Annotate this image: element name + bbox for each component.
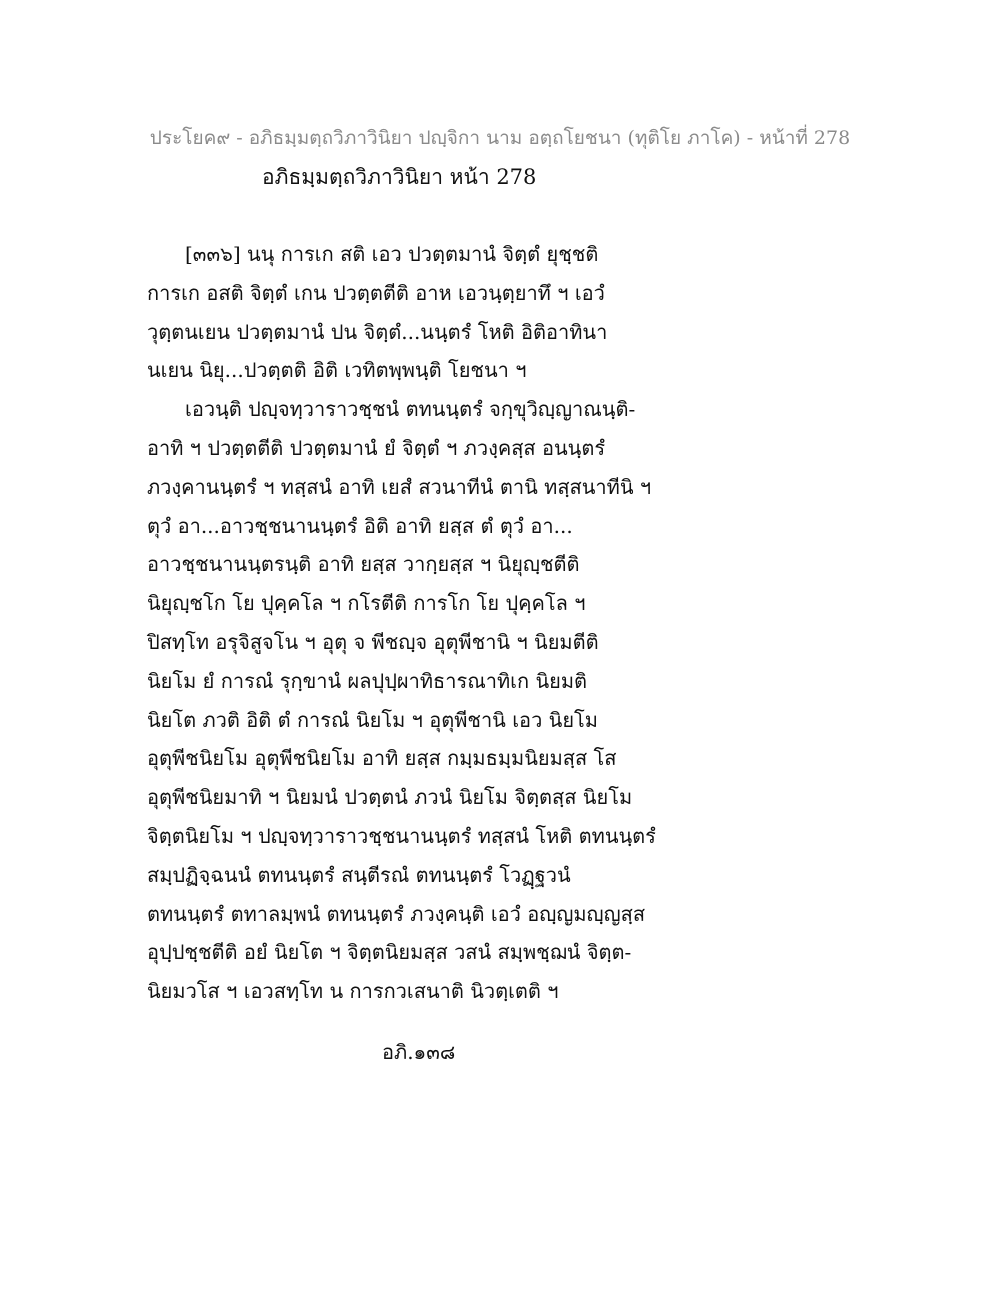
text-line: [๓๓๖] นนุ การเก สติ เอว ปวตฺตมานํ จิตฺตํ ยุชฺชติ bbox=[185, 242, 599, 266]
footer-reference: อภิ.๑๓๘ bbox=[382, 1040, 456, 1064]
body-text bbox=[147, 235, 707, 1011]
text-line: ตทนนฺตรํ ตทาลมฺพนํ ตทนนฺตรํ ภวงฺคนฺติ เอวํ อญฺญมญฺญสฺส bbox=[147, 901, 646, 926]
text-line: อุตุพีชนิยโม อุตุพีชนิยโม อาทิ ยสฺส กมฺมธมฺมนิยมสฺส โส bbox=[147, 746, 617, 771]
text-line: จิตฺตนิยโม ฯ ปญฺจทฺวาราวชฺชนานนฺตรํ ทสฺสนํ โหติ ตทนนฺตรํ bbox=[147, 823, 656, 848]
text-line: นิยโม ยํ การณํ รุกฺขานํ ผลปุปฺผาทิธารณาทิเก นิยมติ bbox=[147, 668, 588, 693]
text-line: อุตุพีชนิยมาทิ ฯ นิยมนํ ปวตฺตนํ ภวนํ นิยโม จิตฺตสฺส นิยโม bbox=[147, 785, 633, 810]
running-header: ประโยค๙ - อภิธมฺมตฺถวิภาวินิยา ปญฺจิกา นาม อตฺถโยชนา (ทุติโย ภาโค) - หน้าที่ 278 bbox=[149, 127, 851, 149]
text-line: การเก อสติ จิตฺตํ เกน ปวตฺตตีติ อาห เอวนฺตฺยาทึ ฯ เอวํ bbox=[147, 280, 605, 305]
text-line: ตุวํ อา...อาวชฺชนานนฺตรํ อิติ อาทิ ยสฺส ตํ ตุวํ อา... bbox=[147, 513, 573, 538]
text-line: นิยมวโส ฯ เอวสทฺโท น การกวเสนาติ นิวตฺเตติ ฯ bbox=[147, 979, 559, 1004]
text-line: เอวนฺติ ปญฺจทฺวาราวชฺชนํ ตทนนฺตรํ จกฺขุวิญฺญาณนฺติ- bbox=[185, 397, 636, 422]
text-line: อาวชฺชนานนฺตรนฺติ อาทิ ยสฺส วากฺยสฺส ฯ นิยุญฺชตีติ bbox=[147, 552, 580, 577]
text-line: อุปฺปชฺชตีติ อยํ นิยโต ฯ จิตฺตนิยมสฺส วสนํ สมฺพชฺฌนํ จิตฺต- bbox=[147, 940, 632, 965]
text-line: อาทิ ฯ ปวตฺตตีติ ปวตฺตมานํ ยํ จิตฺตํ ฯ ภวงฺคสฺส อนนฺตรํ bbox=[147, 435, 606, 460]
text-line: ภวงฺคานนฺตรํ ฯ ทสฺสนํ อาทิ เยสํ สวนาทีนํ ตานิ ทสฺสนาทีนิ ฯ bbox=[147, 474, 652, 499]
text-line: นเยน นิยุ...ปวตฺตติ อิติ เวทิตพฺพนฺติ โยชนา ฯ bbox=[147, 358, 527, 383]
text-line: ปิสทฺโท อรุจิสูจโน ฯ อุตุ จ พีชญฺจ อุตุพีชานิ ฯ นิยมตีติ bbox=[147, 629, 599, 654]
page-title: อภิธมฺมตฺถวิภาวินิยา หน้า 278 bbox=[262, 165, 537, 189]
text-line: นิยโต ภวติ อิติ ตํ การณํ นิยโม ฯ อุตุพีชานิ เอว นิยโม bbox=[147, 707, 598, 732]
text-line: นิยุญฺชโก โย ปุคฺคโล ฯ กโรตีติ การโก โย ปุคฺคโล ฯ bbox=[147, 591, 586, 616]
text-line: วุตฺตนเยน ปวตฺตมานํ ปน จิตฺตํ...นนฺตรํ โหติ อิติอาทินา bbox=[147, 319, 608, 344]
text-line: สมฺปฏิจฺฉนนํ ตทนนฺตรํ สนฺตีรณํ ตทนนฺตรํ โวฏฺฐวนํ bbox=[147, 862, 571, 887]
